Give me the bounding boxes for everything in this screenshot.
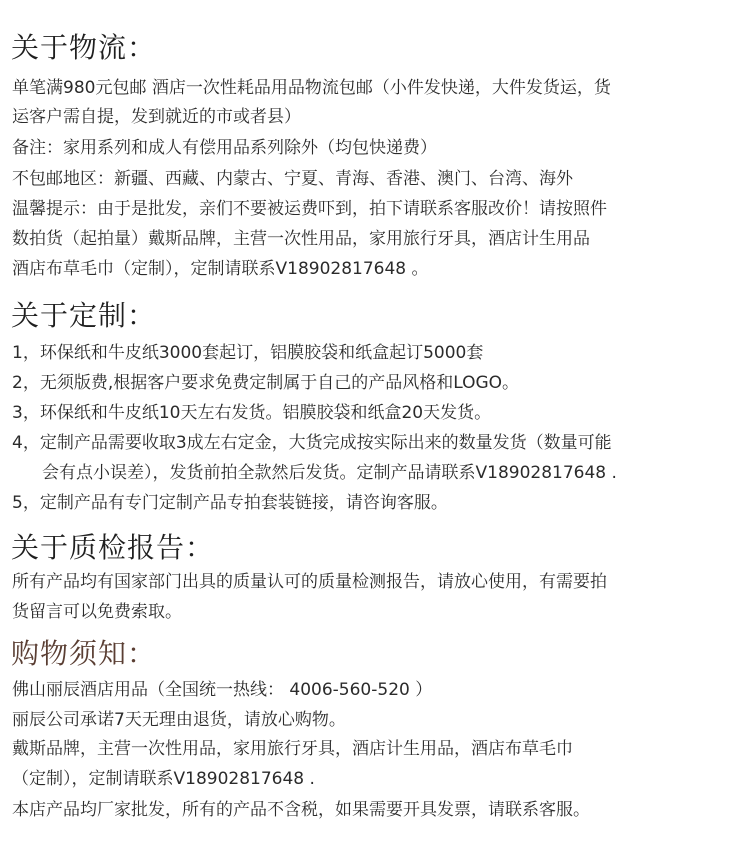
logistics-line: 不包邮地区：新疆、西藏、内蒙古、宁夏、青海、香港、澳门、台湾、海外 [12,169,573,189]
quality-report-heading: 关于质检报告： [11,531,215,564]
customization-line: 会有点小误差），发货前拍全款然后发货。定制产品请联系V18902817648 . [42,463,617,483]
shopping-notice-heading: 购物须知： [11,637,157,670]
customization-heading: 关于定制： [11,299,157,332]
customization-line: 2，无须版费,根据客户要求免费定制属于自己的产品风格和LOGO。 [12,373,520,393]
quality-report-line: 所有产品均有国家部门出具的质量认可的质量检测报告，请放心使用，有需要拍 [12,572,607,592]
customization-line: 4，定制产品需要收取3成左右定金，大货完成按实际出来的数量发货（数量可能 [12,433,612,453]
shopping-notice-line: 佛山丽辰酒店用品（全国统一热线： 4006-560-520 ） [12,680,433,700]
logistics-line: 数拍货（起拍量）戴斯品牌，主营一次性用品，家用旅行牙具，酒店计生用品 [12,229,590,249]
shopping-notice-line: （定制），定制请联系V18902817648 . [12,769,315,789]
shopping-notice-line: 丽辰公司承诺7天无理由退货，请放心购物。 [12,710,346,730]
customization-line: 3，环保纸和牛皮纸10天左右发货。铝膜胶袋和纸盒20天发货。 [12,403,492,423]
logistics-line: 运客户需自提，发到就近的市或者县） [12,107,301,127]
shopping-notice-line: 戴斯品牌，主营一次性用品，家用旅行牙具，酒店计生用品，酒店布草毛巾 [12,739,573,759]
logistics-line: 备注：家用系列和成人有偿用品系列除外（均包快递费） [12,138,437,158]
logistics-line: 酒店布草毛巾（定制），定制请联系V18902817648 。 [12,259,429,279]
logistics-line: 温馨提示：由于是批发，亲们不要被运费吓到，拍下请联系客服改价！请按照件 [12,199,607,219]
shopping-notice-line: 本店产品均厂家批发，所有的产品不含税，如果需要开具发票，请联系客服。 [12,800,590,820]
logistics-line: 单笔满980元包邮 酒店一次性耗品用品物流包邮（小件发快递，大件发货运，货 [12,78,611,98]
customization-line: 1，环保纸和牛皮纸3000套起订，铝膜胶袋和纸盒起订5000套 [12,343,484,363]
logistics-heading: 关于物流： [11,31,157,64]
customization-line: 5，定制产品有专门定制产品专拍套装链接，请咨询客服。 [12,493,448,513]
quality-report-line: 货留言可以免费索取。 [12,602,182,622]
